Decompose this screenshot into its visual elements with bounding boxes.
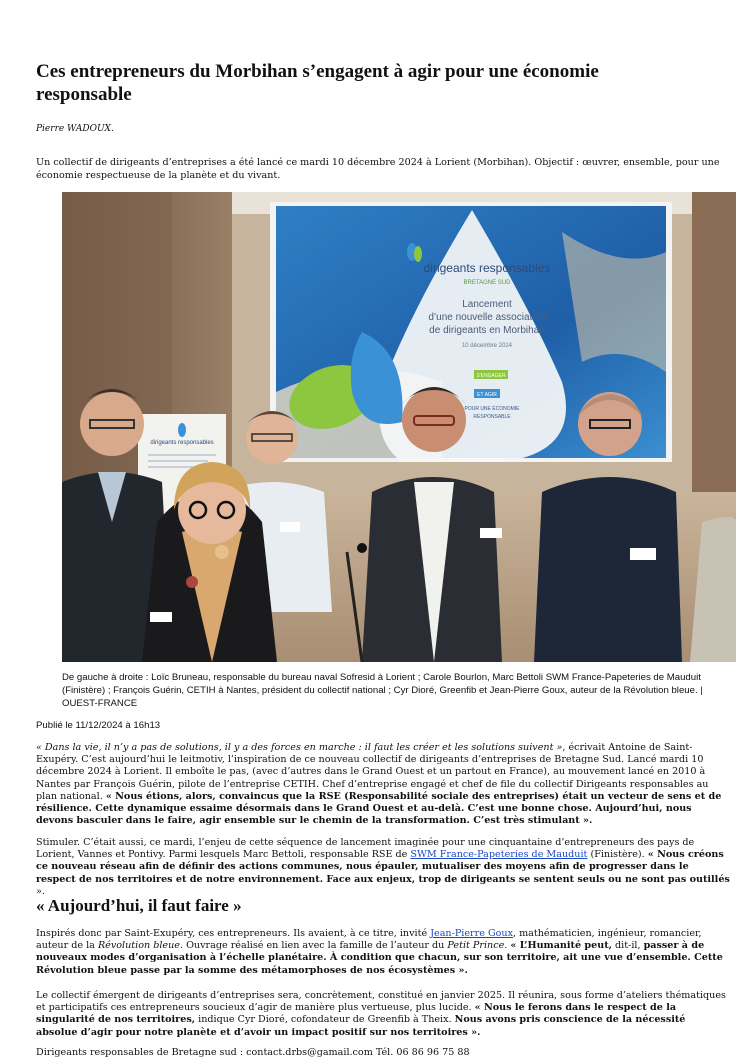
p4-text1: Le collectif émergent de dirigeants d’entreprises sera, concrètement, constitué en janvier 2025. Il réunira, sous forme d’ateliers thématiques et participatifs ces entrepreneurs soucieux d’agir de manière plus vertueuse, plus lucide.: [36, 990, 726, 1014]
slide-tag4: RESPONSABLE: [473, 414, 511, 420]
photo-illustration: [62, 192, 736, 662]
slide-tag2: ET AGIR: [477, 392, 497, 398]
paragraph-1: [36, 742, 730, 827]
paragraph-4: [36, 990, 730, 1039]
p1-bold: « Nous étions, alors, convaincus que la RSE (Responsabilité sociale des entreprises) était un vecteur de sens et de résilience. Cette dynamique essaime désormais dans le Grand Ouest et au-delà. C’est une bonne chose. Aujourd’hui, nous devons basculer dans le faire, agir ensemble sur le chemin de la transformation. C’est très stimulant ».: [36, 790, 722, 827]
p1-quote: « Dans la vie, il n’y a pas de solutions, il y a des forces en marche : il faut les créer et les solutions suivent »: [36, 742, 563, 753]
goux-link[interactable]: Jean-Pierre Goux: [430, 928, 513, 939]
p3-text1: Inspirés donc par Saint-Exupéry, ces entrepreneurs. Ils avaient, à ce titre, invité: [36, 928, 431, 939]
p3-text4: .: [504, 940, 511, 952]
paragraph-2: [36, 837, 730, 898]
subheading: « Aujourd’hui, il faut faire »: [36, 896, 242, 915]
p2-text1: Stimuler. C’était aussi, ce mardi, l’enjeu de cette séquence de lancement imaginée pour une cinquantaine d’entrepreneurs des pays de Lorient, Vannes et Pontivy. Parmi lesquels Marc Bettoli, responsable RSE de: [36, 837, 695, 861]
slide-date: 10 décembre 2024: [461, 343, 513, 349]
p1-text: , écrivait Antoine de Saint-Exupéry. C’est aujourd’hui le leitmotiv, l’inspiration de ce nouveau collectif de dirigeants d’entreprises de Bretagne Sud. Lancé mardi 10 décembre 2024 à Lorient. Il emboîte le pas, (avec d’autres dans le Grand Ouest et un partout en France), au mouvement lancé en 2010 à Nantes par François Guérin, pilote de l’entreprise CETIH. Chef d’entreprise engagé et chef de file du collectif Dirigeants responsables au plan national.: [36, 742, 709, 802]
p3-italic1: Révolution bleue: [97, 940, 180, 952]
photo-caption: De gauche à droite : Loïc Bruneau, responsable du bureau naval Sofresid à Lorient ; Carole Bourlon, Marc Bettoli SWM France-Papeteries de Mauduit (Finistère) ; François Guérin, CETIH à Nantes, président du collectif national ; Cyr Dioré, Greenfib et Jean-Pierre Goux, auteur de la Révolution bleue. | OUEST-FRANCE: [62, 672, 703, 709]
p2-end: ».: [36, 885, 45, 897]
p4-text2: indique Cyr Dioré, cofondateur de Greenfib à Theix.: [195, 1014, 455, 1026]
slide-region-text: BRETAGNE SUD: [463, 280, 511, 286]
author: Pierre WADOUX.: [36, 124, 114, 134]
contact-line: Dirigeants responsables de Bretagne sud : contact.drbs@gamail.com Tél. 06 86 96 75 88: [36, 1047, 470, 1058]
slide-tag1: S'ENGAGER: [476, 373, 506, 379]
p3-text5: dit-il,: [611, 940, 644, 952]
p3-bold2: passer à de nouveaux modes d’organisation à l’échelle planétaire. À condition que chacun, sur son territoire, ait une vue d’ensemble. Cette Révolution bleue passe par la somme des métamorphoses de nos écosystèmes ».: [36, 940, 723, 976]
lead-paragraph: Un collectif de dirigeants d’entreprises a été lancé ce mardi 10 décembre 2024 à Lorient (Morbihan). Objectif : œuvrer, ensemble, pour une économie respectueuse de la planète et du vivant.: [36, 157, 720, 181]
p3-italic2: Petit Prince: [447, 940, 505, 952]
p3-text2: , mathématicien, ingénieur, romancier, auteur de la: [36, 928, 702, 952]
p3-text3: . Ouvrage réalisé en lien avec la famille de l’auteur du: [179, 940, 448, 952]
swm-link[interactable]: SWM France-Papeteries de Mauduit: [410, 849, 588, 861]
p2-bold: « Nous créons ce nouveau réseau afin de définir des actions communes, nous épauler, mutualiser des moyens afin de progresser dans le respect de nos territoires et de notre environnement. Face aux enjeux, trop de dirigeants se sentent seuls ou ne sont pas outillés: [36, 849, 730, 885]
p4-bold1: « Nous le ferons dans le respect de la singularité de nos territoires,: [36, 1002, 677, 1026]
slide-line3: de dirigeants en Morbihan: [429, 325, 545, 336]
slide-line2: d’une nouvelle association: [428, 312, 546, 323]
slide-brand-text: dirigeants responsables: [423, 261, 551, 275]
slide-tag3: POUR UNE ÉCONOMIE: [464, 406, 520, 412]
rollup-brand: dirigeants responsables: [150, 440, 214, 446]
article-photo: [62, 192, 736, 662]
article-title: Ces entrepreneurs du Morbihan s’engagent à agir pour une économie responsable: [36, 61, 599, 105]
slide-line1: Lancement: [462, 299, 512, 310]
p3-bold1: « L’Humanité peut,: [510, 940, 612, 952]
p2-text2: (Finistère).: [587, 849, 648, 861]
p4-bold2: Nous avons pris conscience de la nécessité absolue d’agir pour notre planète et d’avoir un impact positif sur nos territoires ».: [36, 1014, 686, 1038]
published-date: Publié le 11/12/2024 à 16h13: [36, 720, 161, 731]
paragraph-3: [36, 928, 730, 977]
